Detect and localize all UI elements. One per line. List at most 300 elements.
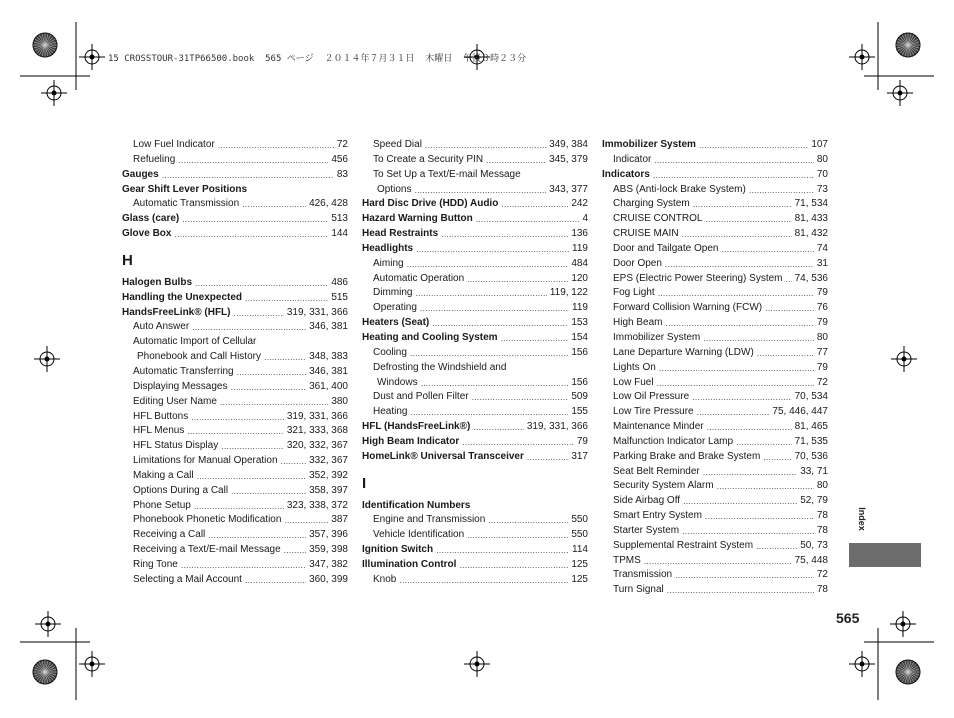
leader-dots — [459, 558, 568, 573]
entry-page-refs: 50, 73 — [800, 539, 828, 551]
leader-dots — [399, 573, 568, 588]
index-entry[interactable] — [362, 212, 588, 227]
leader-dots — [182, 212, 328, 227]
entry-page-refs: 80 — [816, 331, 828, 343]
index-subentry[interactable] — [602, 272, 828, 287]
leader-dots — [467, 272, 568, 287]
entry-text: Maintenance Minder — [613, 421, 704, 433]
entry-page-refs: 79 — [816, 361, 828, 373]
index-entry[interactable] — [362, 420, 588, 435]
entry-page-refs: 156 — [571, 376, 588, 388]
entry-page-refs: 114 — [572, 544, 588, 556]
index-subentry[interactable] — [602, 242, 828, 257]
leader-dots — [462, 435, 574, 450]
entry-text: High Beam Indicator — [362, 435, 460, 447]
entry-text: Glove Box — [122, 228, 172, 240]
index-subentry[interactable] — [122, 528, 348, 543]
entry-text: Forward Collision Warning (FCW) — [613, 302, 763, 314]
entry-page-refs: 70, 534 — [794, 391, 828, 403]
entry-text: Options During a Call — [133, 484, 229, 496]
entry-text: Halogen Bulbs — [122, 276, 193, 288]
crosshair-dot — [860, 55, 865, 60]
index-subentry[interactable] — [362, 513, 588, 528]
entry-text: Glass (care) — [122, 213, 180, 225]
index-entry[interactable] — [362, 242, 588, 257]
crosshair-dot — [901, 622, 906, 627]
index-subentry[interactable] — [362, 301, 588, 316]
crosshair-dot — [90, 662, 95, 667]
index-subentry[interactable] — [602, 479, 828, 494]
leader-dots — [682, 524, 814, 539]
leader-dots — [221, 439, 284, 454]
entry-page-refs: 33, 71 — [800, 465, 828, 477]
entry-text: Windows — [377, 376, 418, 388]
leader-dots — [658, 286, 814, 301]
leader-dots — [194, 499, 284, 514]
entry-page-refs: 321, 333, 368 — [286, 425, 348, 437]
entry-text: HandsFreeLink® (HFL) — [122, 306, 231, 318]
entry-text: Low Tire Pressure — [613, 406, 694, 418]
index-subentry[interactable] — [602, 583, 828, 598]
entry-text: Indicator — [613, 153, 652, 165]
leader-dots — [501, 197, 568, 212]
entry-page-refs: 107 — [811, 139, 828, 150]
leader-dots — [721, 242, 813, 257]
entry-text: HFL Menus — [133, 425, 185, 437]
leader-dots — [703, 465, 797, 480]
index-subentry[interactable] — [122, 320, 348, 335]
entry-text: Ring Tone — [133, 558, 178, 570]
leader-dots — [407, 257, 569, 272]
leader-dots — [192, 320, 306, 335]
entry-page-refs: 550 — [571, 529, 588, 541]
index-subentry[interactable] — [602, 197, 828, 212]
index-subentry[interactable] — [602, 524, 828, 539]
leader-dots — [162, 168, 334, 183]
index-subentry[interactable] — [602, 316, 828, 331]
entry-page-refs: 80 — [816, 153, 828, 165]
entry-text: Parking Brake and Brake System — [613, 450, 761, 462]
entry-text: Engine and Transmission — [373, 514, 486, 526]
entry-text: Immobilizer System — [602, 139, 696, 150]
entry-text: Automatic Transmission — [133, 198, 240, 210]
index-subentry[interactable] — [122, 365, 348, 380]
entry-page-refs: 550 — [571, 514, 588, 526]
entry-text: Automatic Import of Cellular — [133, 336, 257, 348]
entry-page-refs: 513 — [331, 213, 348, 225]
leader-dots — [174, 227, 328, 242]
entry-text: Heating and Cooling System — [362, 331, 498, 343]
index-subentry[interactable] — [362, 183, 588, 198]
index-subentry[interactable] — [122, 380, 348, 395]
index-subentry[interactable] — [602, 465, 828, 480]
entry-page-refs: 75, 446, 447 — [772, 406, 828, 418]
entry-text: Fog Light — [613, 287, 655, 299]
entry-text: To Create a Security PIN — [373, 153, 484, 165]
entry-page-refs: 144 — [331, 228, 348, 240]
leader-dots — [488, 513, 568, 528]
leader-dots — [756, 539, 797, 554]
index-subentry[interactable] — [122, 513, 348, 528]
index-subentry[interactable] — [602, 554, 828, 569]
crosshair-dot — [45, 357, 50, 362]
section-letter: I — [362, 474, 367, 492]
entry-text: Lights On — [613, 361, 656, 373]
entry-page-refs: 319, 331, 366 — [526, 421, 588, 433]
index-subentry[interactable] — [122, 424, 348, 439]
entry-text: HomeLink® Universal Transceiver — [362, 450, 524, 462]
index-subentry[interactable] — [122, 197, 348, 212]
entry-page-refs: 71, 534 — [794, 198, 828, 210]
crosshair-dot — [898, 91, 903, 96]
entry-page-refs: 346, 381 — [309, 365, 348, 377]
leader-dots — [420, 301, 569, 316]
index-subentry[interactable] — [362, 361, 588, 376]
leader-dots — [208, 528, 306, 543]
entry-page-refs: 81, 432 — [794, 228, 828, 240]
entry-text: Indicators — [602, 168, 650, 180]
entry-text: Phone Setup — [133, 499, 191, 511]
index-entry[interactable] — [362, 543, 588, 558]
index-subentry[interactable] — [362, 376, 588, 391]
index-entry[interactable] — [122, 227, 348, 242]
leader-dots — [231, 484, 306, 499]
leader-dots — [187, 424, 284, 439]
index-subentry[interactable] — [362, 573, 588, 588]
leader-dots — [659, 361, 814, 376]
leader-dots — [703, 331, 814, 346]
index-tab-label: Index — [857, 507, 867, 531]
index-entry[interactable] — [362, 331, 588, 346]
entry-page-refs: 358, 397 — [309, 484, 348, 496]
entry-text: Side Airbag Off — [613, 495, 681, 507]
entry-page-refs: 73 — [816, 183, 828, 195]
index-subentry[interactable] — [362, 390, 588, 405]
leader-dots — [667, 583, 814, 598]
entry-page-refs: 323, 338, 372 — [286, 499, 348, 511]
leader-dots — [197, 469, 306, 484]
leader-dots — [657, 376, 814, 391]
entry-page-refs: 78 — [816, 524, 828, 536]
entry-text: Dust and Pollen Filter — [373, 391, 469, 403]
leader-dots — [665, 257, 814, 272]
index-subentry[interactable] — [362, 257, 588, 272]
leader-dots — [653, 168, 814, 183]
index-subentry[interactable] — [602, 227, 828, 242]
leader-dots — [786, 272, 792, 287]
section-letter: H — [122, 251, 133, 269]
entry-text: TPMS — [613, 554, 641, 566]
entry-page-refs: 81, 433 — [794, 213, 828, 225]
entry-page-refs: 70, 536 — [794, 450, 828, 462]
leader-dots — [410, 405, 568, 420]
entry-page-refs: 357, 396 — [309, 529, 348, 541]
entry-page-refs: 72 — [816, 569, 828, 581]
leader-dots — [195, 276, 328, 291]
entry-page-refs: 343, 377 — [549, 183, 588, 195]
entry-page-refs: 119 — [572, 302, 588, 314]
entry-page-refs: 317 — [571, 450, 588, 462]
entry-page-refs: 74 — [816, 242, 828, 254]
entry-text: ABS (Anti-lock Brake System) — [613, 183, 746, 195]
entry-page-refs: 515 — [331, 291, 348, 303]
leader-dots — [501, 331, 569, 346]
entry-text: Phonebook and Call History — [137, 351, 261, 363]
index-entry[interactable] — [362, 558, 588, 573]
entry-page-refs: 4 — [582, 213, 588, 225]
page-number: 565 — [836, 610, 860, 626]
index-entry[interactable] — [362, 197, 588, 212]
entry-text: Knob — [373, 573, 397, 585]
entry-text: Displaying Messages — [133, 380, 228, 392]
entry-page-refs: 242 — [571, 198, 588, 210]
leader-dots — [654, 153, 814, 168]
index-subentry[interactable] — [602, 376, 828, 391]
index-entry[interactable] — [362, 435, 588, 450]
entry-page-refs: 154 — [571, 331, 588, 343]
index-subentry[interactable] — [362, 153, 588, 168]
entry-page-refs: 70 — [816, 168, 828, 180]
entry-text: Starter System — [613, 524, 680, 536]
leader-dots — [242, 197, 306, 212]
entry-page-refs: 120 — [571, 272, 588, 284]
leader-dots — [699, 138, 808, 153]
index-subentry[interactable] — [122, 410, 348, 425]
crosshair-dot — [90, 55, 95, 60]
index-subentry[interactable] — [602, 420, 828, 435]
entry-page-refs: 125 — [571, 573, 588, 585]
index-subentry[interactable] — [602, 153, 828, 168]
leader-dots — [414, 183, 546, 198]
leader-dots — [717, 479, 814, 494]
index-subentry[interactable] — [122, 469, 348, 484]
index-entry[interactable] — [362, 450, 588, 465]
entry-page-refs: 319, 331, 366 — [286, 306, 348, 318]
leader-dots — [441, 227, 568, 242]
leader-dots — [749, 183, 814, 198]
index-subentry[interactable] — [602, 346, 828, 361]
index-subentry[interactable] — [602, 390, 828, 405]
entry-text: Lane Departure Warning (LDW) — [613, 346, 754, 358]
index-subentry[interactable] — [122, 543, 348, 558]
index-entry[interactable] — [362, 499, 588, 514]
entry-page-refs: 77 — [816, 346, 828, 358]
index-entry[interactable] — [602, 138, 828, 153]
leader-dots — [220, 395, 328, 410]
index-subentry[interactable] — [122, 558, 348, 573]
index-subentry[interactable] — [602, 450, 828, 465]
entry-text: Receiving a Text/E-mail Message — [133, 544, 281, 556]
entry-page-refs: 387 — [331, 514, 348, 526]
leader-dots — [416, 242, 569, 257]
leader-dots — [425, 138, 546, 153]
index-subentry[interactable] — [602, 361, 828, 376]
index-subentry[interactable] — [602, 405, 828, 420]
index-subentry[interactable] — [122, 439, 348, 454]
leader-dots — [231, 380, 307, 395]
entry-page-refs: 80 — [816, 480, 828, 492]
entry-text: Handling the Unexpected — [122, 291, 243, 303]
entry-page-refs: 119, 122 — [549, 287, 588, 299]
index-subentry[interactable] — [122, 454, 348, 469]
entry-page-refs: 71, 535 — [794, 435, 828, 447]
entry-page-refs: 346, 381 — [309, 321, 348, 333]
entry-text: Making a Call — [133, 469, 194, 481]
leader-dots — [682, 227, 792, 242]
entry-text: Limitations for Manual Operation — [133, 455, 278, 467]
index-entry[interactable] — [362, 227, 588, 242]
index-subentry[interactable] — [602, 301, 828, 316]
entry-page-refs: 76 — [816, 302, 828, 314]
entry-text: Automatic Operation — [373, 272, 465, 284]
index-subentry[interactable] — [122, 138, 348, 153]
entry-text: Speed Dial — [373, 139, 422, 150]
entry-text: Automatic Transferring — [133, 365, 234, 377]
entry-page-refs: 79 — [816, 287, 828, 299]
leader-dots — [281, 454, 307, 469]
entry-page-refs: 78 — [816, 510, 828, 522]
entry-page-refs: 136 — [571, 228, 588, 240]
leader-dots — [415, 286, 546, 301]
entry-text: EPS (Electric Power Steering) System — [613, 272, 783, 284]
entry-page-refs: 484 — [571, 257, 588, 269]
entry-page-refs: 456 — [331, 153, 348, 165]
leader-dots — [284, 543, 306, 558]
index-entry[interactable] — [122, 212, 348, 227]
index-subentry[interactable] — [362, 405, 588, 420]
entry-text: Refueling — [133, 153, 176, 165]
leader-dots — [692, 390, 791, 405]
entry-page-refs: 380 — [331, 395, 348, 407]
index-entry[interactable] — [122, 168, 348, 183]
index-subentry[interactable] — [602, 539, 828, 554]
leader-dots — [693, 197, 792, 212]
entry-page-refs: 347, 382 — [309, 558, 348, 570]
index-subentry[interactable] — [362, 138, 588, 153]
index-entry[interactable] — [122, 183, 348, 198]
entry-text: Smart Entry System — [613, 510, 702, 522]
entry-text: Turn Signal — [613, 584, 664, 596]
index-subentry[interactable] — [362, 168, 588, 183]
crosshair-dot — [860, 662, 865, 667]
entry-page-refs: 155 — [571, 406, 588, 418]
index-subentry[interactable] — [122, 395, 348, 410]
index-subentry[interactable] — [602, 183, 828, 198]
leader-dots — [178, 153, 328, 168]
index-subentry[interactable] — [362, 346, 588, 361]
index-subentry[interactable] — [122, 499, 348, 514]
index-subentry[interactable] — [602, 257, 828, 272]
index-entry[interactable] — [122, 306, 348, 321]
entry-text: Heating — [373, 406, 408, 418]
leader-dots — [181, 558, 306, 573]
leader-dots — [245, 291, 328, 306]
index-entry[interactable] — [122, 276, 348, 291]
index-subentry[interactable] — [602, 494, 828, 509]
entry-page-refs: 153 — [571, 317, 588, 329]
entry-text: HFL (HandsFreeLink®) — [362, 421, 471, 433]
index-subentry[interactable] — [602, 286, 828, 301]
leader-dots — [707, 420, 792, 435]
leader-dots — [473, 420, 524, 435]
print-header: 15 CROSSTOUR-31TP66500.book 565 ページ ２０１４年７月３１日 木曜日 午後３時２３分 — [108, 54, 527, 64]
leader-dots — [763, 450, 791, 465]
index-subentry[interactable] — [602, 509, 828, 524]
leader-dots — [765, 301, 814, 316]
entry-text: Gauges — [122, 168, 159, 180]
entry-page-refs: 319, 331, 366 — [286, 410, 348, 422]
entry-page-refs: 332, 367 — [309, 455, 348, 467]
index-entry[interactable] — [362, 316, 588, 331]
entry-page-refs: 125 — [571, 558, 588, 570]
entry-text: Low Oil Pressure — [613, 391, 690, 403]
leader-dots — [736, 435, 792, 450]
index-subentry[interactable] — [602, 212, 828, 227]
index-subentry[interactable] — [122, 573, 348, 588]
leader-dots — [644, 554, 792, 569]
entry-page-refs: 74, 536 — [794, 272, 828, 284]
entry-text: Low Fuel — [613, 376, 654, 388]
index-subentry[interactable] — [122, 484, 348, 499]
crosshair-dot — [52, 91, 57, 96]
index-subentry[interactable] — [122, 335, 348, 350]
entry-page-refs: 426, 428 — [309, 198, 348, 210]
entry-text: Auto Answer — [133, 321, 190, 333]
leader-dots — [264, 350, 306, 365]
index-subentry[interactable] — [602, 331, 828, 346]
index-subentry[interactable] — [362, 528, 588, 543]
entry-text: Hard Disc Drive (HDD) Audio — [362, 198, 499, 210]
index-column-1 — [122, 138, 348, 588]
leader-dots — [218, 138, 334, 153]
entry-text: Head Restraints — [362, 228, 439, 240]
entry-page-refs: 359, 398 — [309, 544, 348, 556]
index-subentry[interactable] — [362, 286, 588, 301]
entry-text: Options — [377, 183, 412, 195]
entry-text: Seat Belt Reminder — [613, 465, 700, 477]
leader-dots — [237, 365, 306, 380]
index-subentry[interactable] — [602, 435, 828, 450]
leader-dots — [675, 568, 814, 583]
index-subentry[interactable] — [122, 153, 348, 168]
leader-dots — [705, 212, 791, 227]
entry-text: Immobilizer System — [613, 331, 701, 343]
leader-dots — [665, 316, 813, 331]
entry-page-refs: 345, 379 — [549, 153, 588, 165]
entry-text: Heaters (Seat) — [362, 317, 430, 329]
index-entry[interactable] — [602, 168, 828, 183]
entry-text: Dimming — [373, 287, 413, 299]
index-tab[interactable] — [849, 543, 921, 567]
index-entry[interactable] — [122, 291, 348, 306]
entry-text: Editing User Name — [133, 395, 217, 407]
entry-page-refs: 119 — [572, 242, 588, 254]
index-subentry[interactable] — [122, 350, 348, 365]
leader-dots — [486, 153, 546, 168]
leader-dots — [476, 212, 580, 227]
entry-page-refs: 156 — [571, 346, 588, 358]
leader-dots — [410, 346, 568, 361]
entry-text: Transmission — [613, 569, 673, 581]
entry-page-refs: 79 — [576, 435, 588, 447]
index-subentry[interactable] — [362, 272, 588, 287]
leader-dots — [234, 306, 284, 321]
entry-text: Low Fuel Indicator — [133, 139, 215, 150]
leader-dots — [757, 346, 814, 361]
entry-text: Charging System — [613, 198, 690, 210]
index-subentry[interactable] — [602, 568, 828, 583]
entry-text: Supplemental Restraint System — [613, 539, 754, 551]
